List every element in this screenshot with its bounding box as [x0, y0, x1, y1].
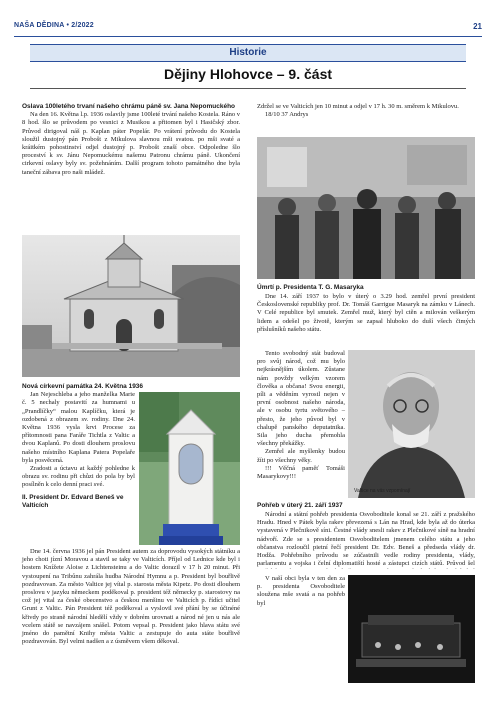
magazine-title: NAŠA DĚDINA • 2/2022 — [14, 22, 94, 29]
signature: 18/10 37 Andrys — [265, 111, 309, 119]
col2-funeral-heading — [257, 502, 475, 510]
paragraph: !!! Věčná paměť Tomáši Masarykovy!!! — [257, 464, 345, 481]
paragraph: Na den 16. Května l.p. 1936 oslavily jsme 100leté trvání našeho Kostela. Ráno v 8 hod. šlo se průvodem po vesnici z Musikou a přitomen byl i Hasičský zbor. Průvod dirigoval náš p. Kaplan páter Popelár. Po vrátení průvodu do Kostela sloužil dustojný pán Probošt z Mikulova slavnou mši svatou. po mši svaté a kráitkém pohostinství odjel dustojný p. Probošt znaší obce. Odpoledne šlo proceství k sv. Jánu Nepomuckému našemu Patronu chrámu páně. Ukončení cirkevní oslavy byly sv. požehnáním. Další program tohoto památného dne byla taneční zábava pro naši mládež. — [22, 111, 240, 176]
title-rule — [30, 88, 466, 89]
col2-masaryk-heading — [257, 284, 475, 292]
col2-top-text — [257, 103, 475, 119]
article-title: Dějiny Hlohovce – 9. část — [163, 66, 333, 82]
paragraph: Zemřel ale myšlenky budou žíti po všechny věky. — [257, 448, 345, 464]
header-rule — [14, 36, 482, 37]
col2-masaryk-intro — [257, 293, 475, 334]
paragraph: Zdržel se ve Valticích jen 10 minut a odjel v 17 h. 30 m. směrem k Mikulovu. — [257, 103, 459, 110]
col1-bottom-text — [22, 548, 240, 646]
crowd-photo — [257, 137, 475, 279]
masaryk-portrait — [348, 350, 475, 498]
section-banner: Historie — [30, 44, 466, 62]
col1-chapel-text — [22, 383, 144, 510]
paragraph: Dne 14. června 1936 jel pán President autem za doprovodu vysokých státníku a jeho choti jízní Moravou a stavil se taky ve Valticích. Příjel od Lednice kde byl i hostem Knížete Aloise z Lichtensteinu a do Valtic dorazil v 17 h 20 minut. Při vystoupení na Tribůnu zahrála hudba Národní Hymnu a p. President byl bouřlivě pozdravovan. Za město Valtice jej vítal p. starosta města Kipetz. Po dosti dlouhem proslovu v jazyku německem poděkoval p. president též německy p. starostovy na což jej vital za české obecenstvo a českou menšinu ve Valticích p. řídíci učitel Grunt z Valtic. Pán President též poděkoval a vyslovil své přání by se účinéné křivdy po straně národní hledělí vždy v dobrém urovnati a národ né jen u nás ale vcelem státě se navzájem snášel. Potom vepsal p. President jako hlava státu své jméno do pamětní Knihy města Valtic a zestupuje do auta státe bouřlivě pozdravován. Byl velmi nadšen a z úsměvem všem děkoval. — [22, 548, 240, 646]
caption-new-monument: Nová církevní památka 24. Května 1936 — [22, 383, 144, 390]
heading-masaryk-death: Úmrtí p. Presidenta T. G. Masaryka — [257, 284, 364, 291]
paragraph: Národní a státní pohřeb presidenta Osvoboditele konal se 21. září z pražského Hradu. Hned v Pátek byla rakev převezená s Lán na Hrad, kde byla až do úterka vystavená v Plečnikově síni. Čestné vlády snesli rakev z Plečnikové síně na hradní nádvoří. Zde se s presidentem Osvoboditelem jmenem celého státu a jeho občanstva rozloučil pietní řečí president Dr. Edv. Beneš a předseda vlády dr. Hodža. Pohřebního průvodu se zúčastnili vedle rodiny presidenta, vlády, parlamentu a vojska i čelní diplomatiští hosté a zástupci cizích států. Průvod šel — [257, 511, 475, 568]
paragraph: V naší obci byla v ten den za p. presidenta Osvoboditele sloužena mše svatá a na pohřeb byl — [257, 575, 345, 607]
paragraph: Tento svobodný stát budoval pro svůj národ, což mu bylo nejkrásnějším úkolem. Zůstane nám povždy velkým vzorem člověka a občana! Svou energii, píli a věděním vyrostl nejen v první osobnost našeho národa, ale v osobu tyrtu světového – přesto, že jeho původ byl v chalupě panského deputatnika. Sila jeho ducha přemohla všechny překážky. — [257, 350, 345, 448]
col2-masaryk-text — [257, 350, 345, 481]
paragraph: Dne 14. září 1937 to bylo v úterý o 3.29 hod. zemřel první president Československé republiky prof. Dr. Tomáš Garrigue Masaryk na zámku v Lánech. V Celé republice byl smutek. Zemřel muž, který byl ctěn a milován veškerým lidem a odešel po životě, kterým se zapsal hluboko do duší všech čimých příslušníků našeho státu. — [257, 293, 475, 333]
heading-church-anniversary: Oslava 100letého trvaní našeho chrámu páně sv. Jana Nepomuckého — [22, 103, 236, 110]
heading-funeral: Pohřeb v úterý 21. září 1937 — [257, 502, 343, 509]
chapel-photo — [139, 392, 240, 545]
col1-top-text — [22, 103, 240, 177]
funeral-photo — [348, 575, 475, 683]
paragraph: Zradosti a úctavu at každý pohledne k obrazu sv. rodinu při chůzi do pola by byl posílněn k celo denní praci své. — [22, 465, 135, 489]
church-photo — [22, 235, 240, 377]
page-number: 21 — [473, 22, 482, 31]
col2-funeral-text-side — [257, 575, 345, 691]
portrait-caption: Valtice na vás vzpomínají — [354, 488, 411, 494]
paragraph: Jan Nejeschleba a jeho manželka Marie č. 5 nechaly postavití za humnami u „Prandlíčky“ malou Kaplíčku, která je ozdobená z obrazem sv. rodiny. Dne 24. Května 1936 vysla krvi Procese za přítomnosti pana Faráře Tichtla z Valtic a dvou Kaplanů. Po dosti dlouhem proslovu našeho místního Kaplana Patera Popelaře byla posvěcená. — [22, 391, 135, 464]
page-header — [14, 22, 482, 34]
col2-funeral-text-top — [257, 511, 475, 569]
heading-benes-visit: II. President Dr. Edvard Beneš ve Valticích — [22, 493, 124, 509]
